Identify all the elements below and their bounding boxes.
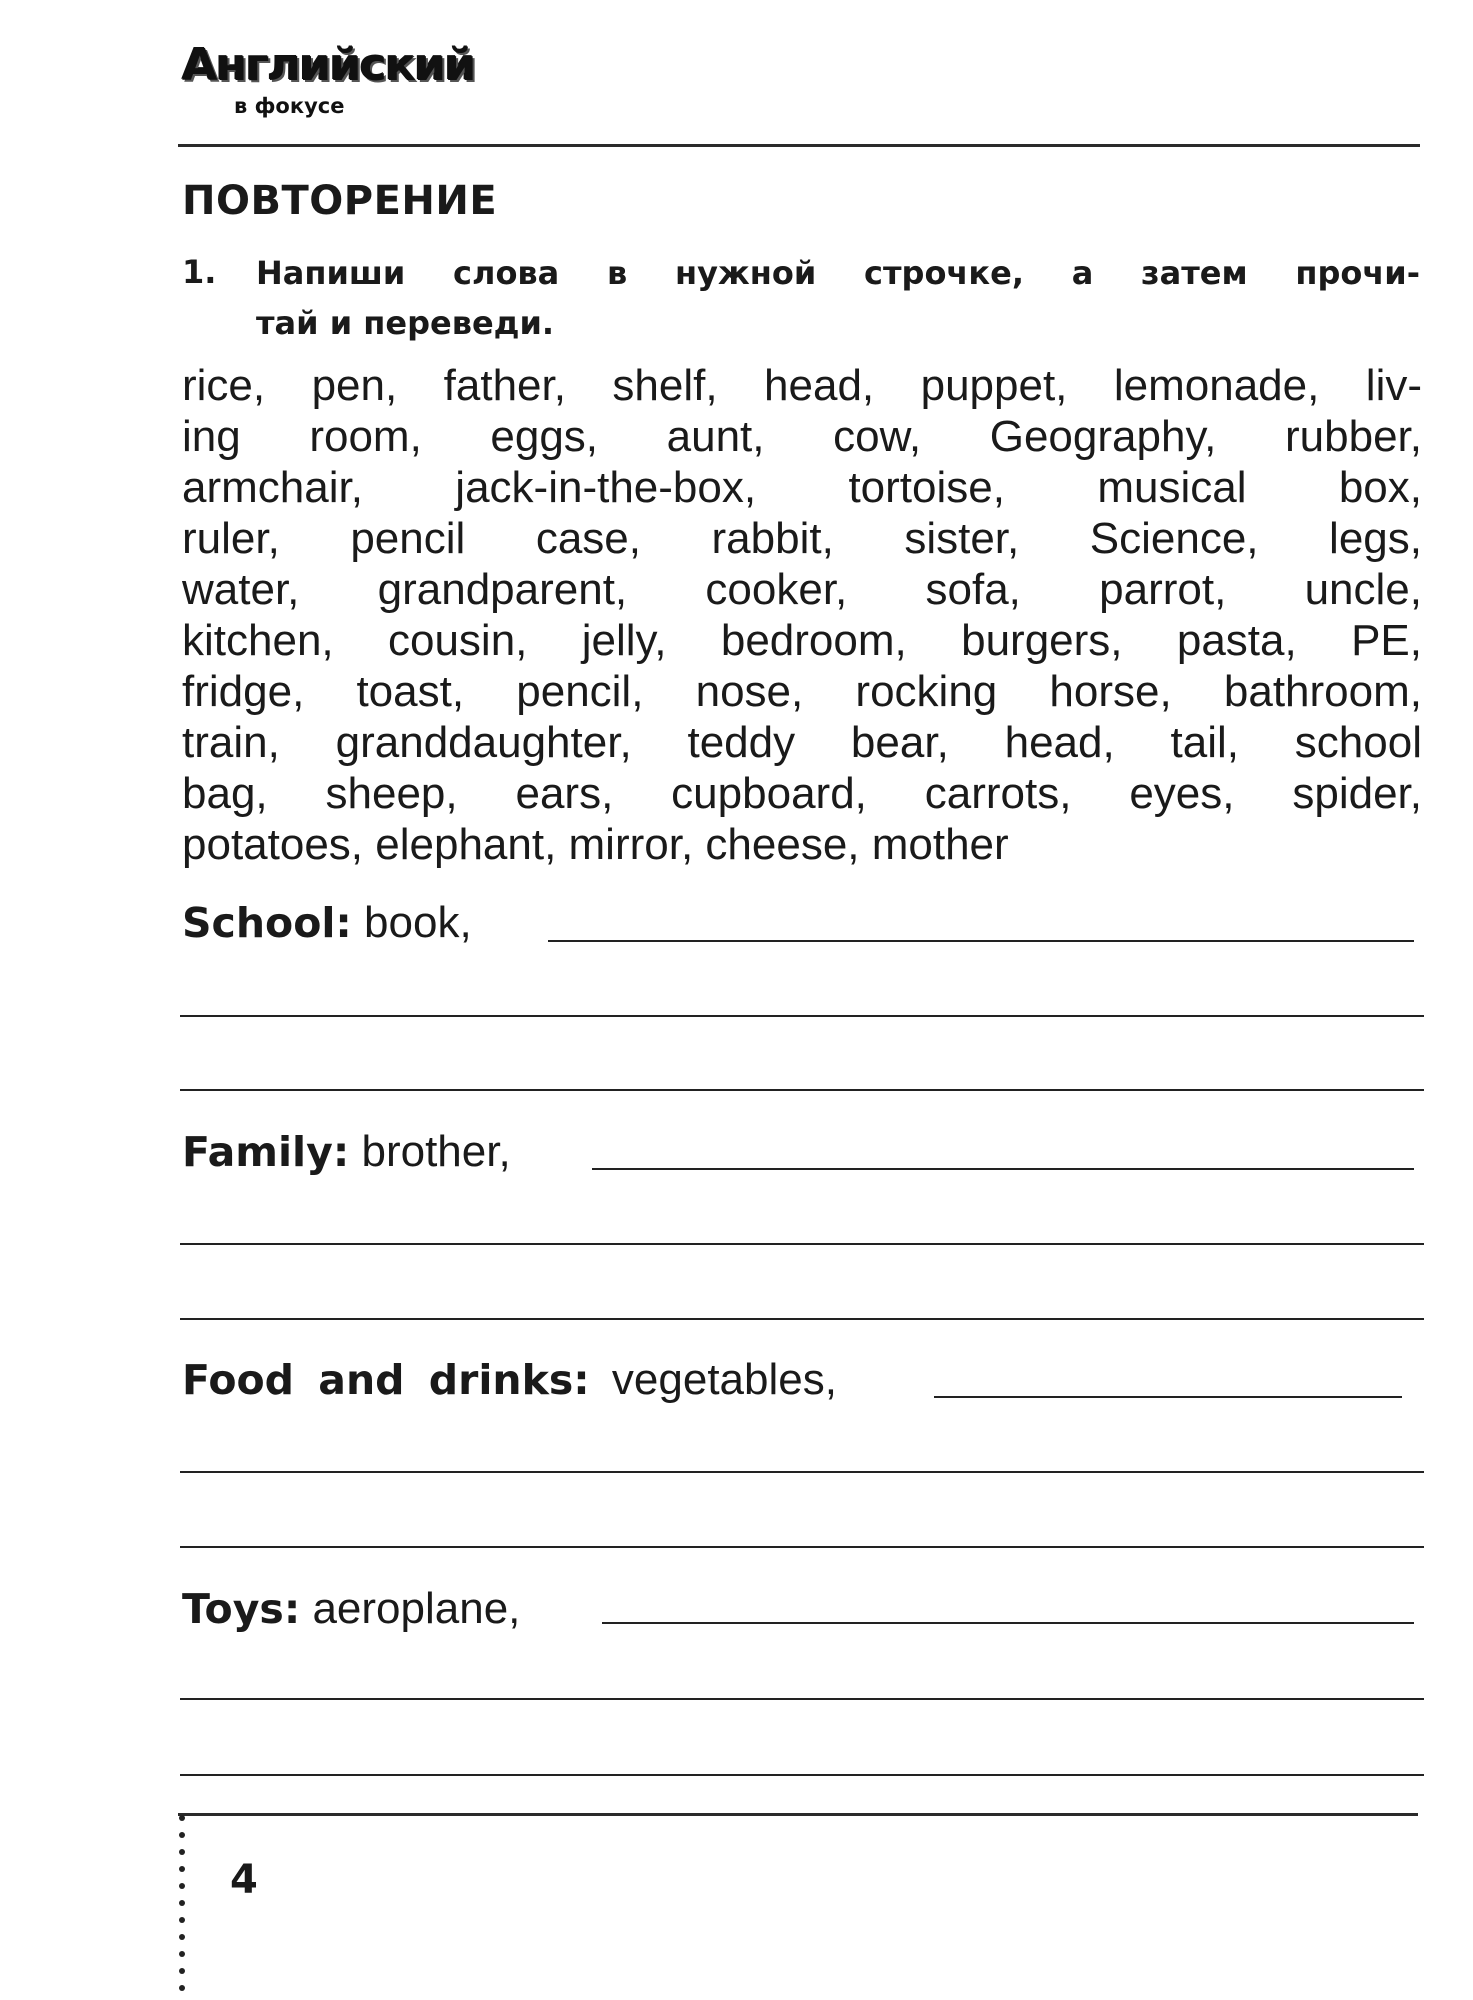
category-label: School: — [182, 899, 352, 947]
task-instruction-line-2: тай и переведи. — [256, 304, 555, 342]
word-list-line: kitchen, cousin, jelly, bedroom, burgers, pasta, PE, — [182, 616, 1422, 665]
category-example: vegetables, — [611, 1355, 837, 1404]
logo — [182, 36, 475, 126]
answer-line[interactable] — [180, 1089, 1424, 1091]
category-example: aeroplane, — [312, 1584, 521, 1633]
answer-line[interactable] — [934, 1396, 1402, 1398]
word-list-line: rice, pen, father, shelf, head, puppet, lemonade, liv- — [182, 361, 1422, 410]
answer-line[interactable] — [592, 1168, 1414, 1170]
category-family — [182, 1127, 511, 1177]
category-toys — [182, 1584, 520, 1634]
answer-line[interactable] — [180, 1774, 1424, 1776]
answer-line[interactable] — [180, 1471, 1424, 1473]
footer-rule — [178, 1813, 1418, 1816]
answer-line[interactable] — [180, 1015, 1424, 1017]
logo-subtitle: в фокусе — [234, 94, 345, 118]
logo-title: Английский — [182, 39, 475, 91]
answer-line[interactable] — [548, 940, 1414, 942]
answer-line[interactable] — [602, 1622, 1414, 1624]
category-school — [182, 898, 472, 948]
category-example: brother, — [361, 1127, 511, 1176]
answer-line[interactable] — [180, 1318, 1424, 1320]
word-list-line: ing room, eggs, aunt, cow, Geography, rubber, — [182, 412, 1422, 461]
word-list-line: ruler, pencil case, rabbit, sister, Science, legs, — [182, 514, 1422, 563]
answer-line[interactable] — [180, 1243, 1424, 1245]
word-list-line: armchair, jack-in-the-box, tortoise, musical box, — [182, 463, 1422, 512]
word-list-line: potatoes, elephant, mirror, cheese, mother — [182, 820, 1009, 869]
category-label: Family: — [182, 1128, 350, 1176]
section-title: ПОВТОРЕНИЕ — [182, 178, 498, 224]
word-list-line: water, grandparent, cooker, sofa, parrot, uncle, — [182, 565, 1422, 614]
word-list-line: fridge, toast, pencil, nose, rocking horse, bathroom, — [182, 667, 1422, 716]
word-list-line: bag, sheep, ears, cupboard, carrots, eyes, spider, — [182, 769, 1422, 818]
category-label: Toys: — [182, 1585, 301, 1633]
page-number: 4 — [230, 1857, 258, 1903]
dotted-margin — [178, 1815, 186, 1995]
answer-line[interactable] — [180, 1698, 1424, 1700]
task-instruction-line-1: Напиши слова в нужной строчке, а затем прочи- — [256, 254, 1420, 292]
task-number: 1. — [182, 253, 217, 291]
word-list-line: train, granddaughter, teddy bear, head, tail, school — [182, 718, 1422, 767]
category-label: Food and drinks: — [182, 1356, 590, 1404]
category-food-and-drinks — [182, 1355, 837, 1405]
answer-line[interactable] — [180, 1546, 1424, 1548]
category-example: book, — [364, 898, 472, 947]
header-rule — [178, 144, 1420, 147]
